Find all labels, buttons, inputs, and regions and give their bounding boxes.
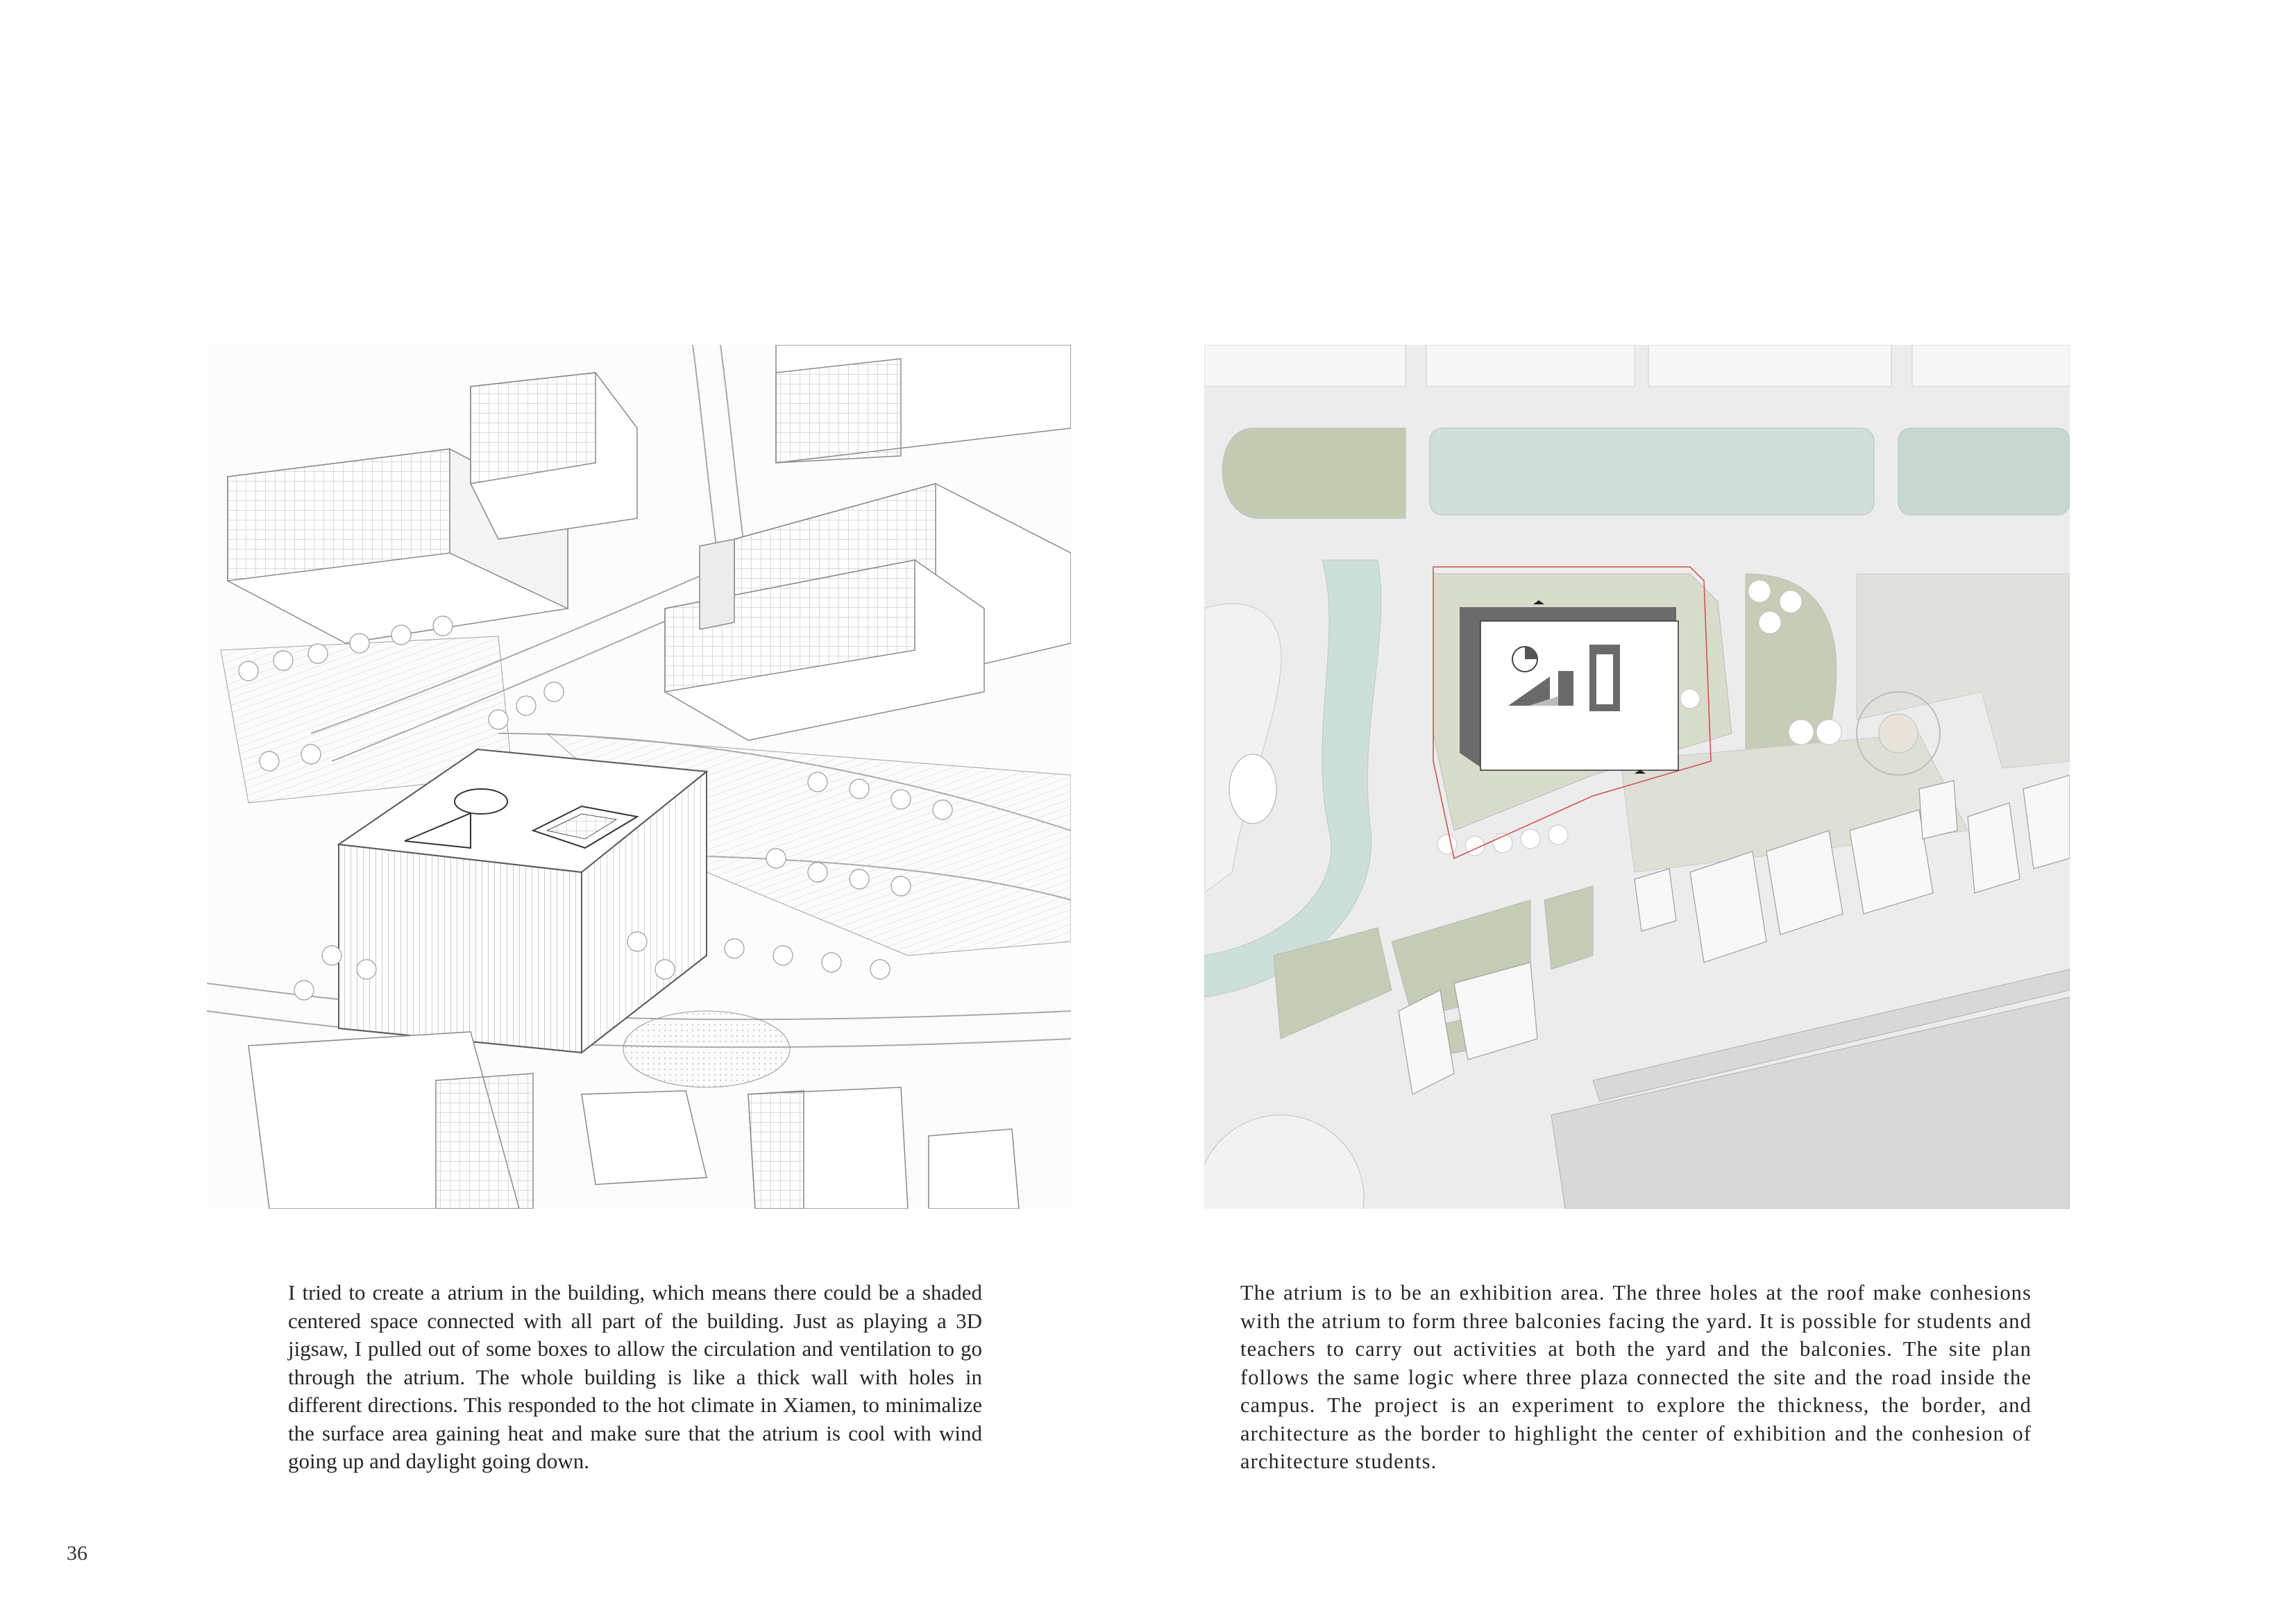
tree (322, 946, 341, 965)
tree (294, 980, 314, 1000)
tree (273, 651, 293, 670)
tree (627, 932, 647, 951)
tree (301, 745, 321, 764)
paragraph-right: The atrium is to be an exhibition area. The three holes at the roof make conhesions with the atrium to form three balconies facing the yard. It is possible for students and teachers to carry out activities at both the yard and the balconies. The site plan follows the same logic where three plaza connected the site and the road inside the campus. The project is an experiment to explore the thickness, the border, and architecture as the border to highlight the center of exhibition and the conhesion of architecture students. (1240, 1281, 2032, 1473)
tree (808, 863, 827, 882)
site-plan-svg (1204, 345, 2070, 1209)
tree (350, 634, 369, 653)
tree (544, 682, 564, 702)
tree (725, 939, 744, 958)
tree (489, 710, 508, 729)
tree (433, 616, 453, 636)
tree (773, 946, 793, 965)
tree (933, 800, 952, 819)
paragraph-left: I tried to create a atrium in the building, which means there could be a shaded centered space connected with all part of the building. Just as playing a 3D jigsaw, I pulled out of some boxes to allow the circulation and ventilation to go through the atrium. The whole building is like a thick wall with holes in different directions. This responded to the hot climate in Xiamen, to minimalize the surface area gaining heat and make sure that the atrium is cool with wind going up and daylight going down. (288, 1280, 982, 1473)
tree (822, 953, 841, 972)
tree (891, 876, 911, 896)
tree (766, 849, 786, 868)
tree (808, 772, 827, 792)
tree (357, 960, 376, 979)
tree (850, 869, 869, 889)
tree (850, 779, 869, 799)
tree (308, 644, 328, 663)
tree (239, 661, 258, 681)
tree (655, 960, 675, 979)
tree (260, 751, 279, 771)
tree (516, 696, 536, 715)
tree (391, 625, 411, 645)
axonometric-drawing (207, 345, 1071, 1209)
axonometric-svg (207, 345, 1071, 1209)
page-number: 36 (67, 1542, 87, 1565)
tree (870, 960, 890, 979)
tree (891, 790, 911, 809)
site-plan (1204, 345, 2070, 1209)
plan-main-building (1460, 600, 1678, 774)
